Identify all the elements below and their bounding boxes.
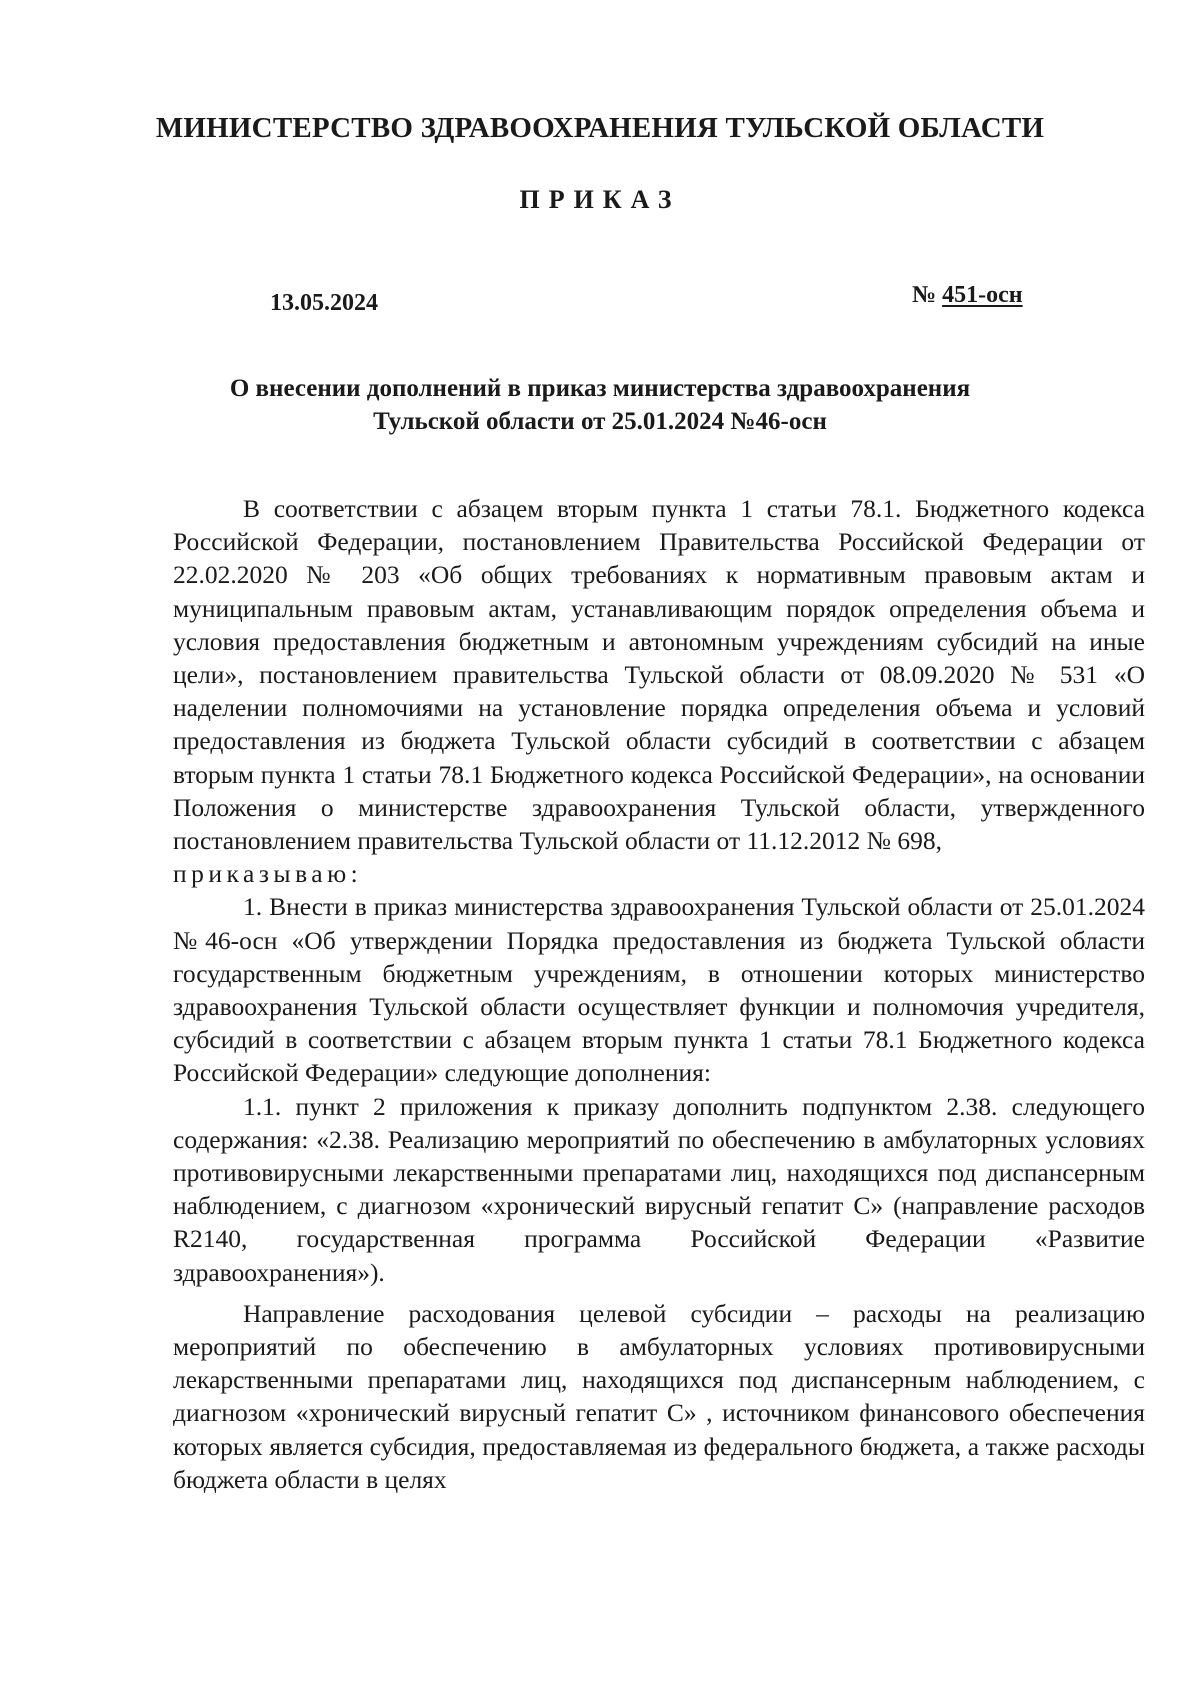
document-type: ПРИКАЗ [519,185,681,214]
order-date: 13.05.2024 [270,290,378,316]
order-title-line-2: Тульской области от 25.01.2024 №46-осн [373,408,827,435]
order-number-prefix: № [912,282,937,308]
order-number [912,282,1023,309]
ministry-name: МИНИСТЕРСТВО ЗДРАВООХРАНЕНИЯ ТУЛЬСКОЙ ОБЛАСТИ [155,112,1045,144]
order-word-paragraph [173,857,1145,890]
item-1-1-paragraph: 1.1. пункт 2 приложения к приказу дополнить подпунктом 2.38. следующего содержания: «2.38. Реализацию мероприятий по обеспечению в амбулаторных условиях противовирусными лекарственными препаратами лиц, находящихся под диспансерным наблюдением, с диагнозом «хронический вирусный гепатит С» (направление расходов R2140, государственная программа Российской Федерации «Развитие здравоохранения»). [173,1091,1145,1287]
order-word: приказываю: [173,859,363,889]
order-title-line-1: О внесении дополнений в приказ министерства здравоохранения [229,375,971,402]
order-number-value: 451-осн [942,282,1023,308]
order-body [173,492,1145,1496]
direction-paragraph: Направление расходования целевой субсидии – расходы на реализацию мероприятий по обеспечению в амбулаторных условиях противовирусными лекарственными препаратами лиц, находящихся под диспансерным наблюдением, с диагнозом «хронический вирусный гепатит С» , источником финансового обеспечения которых является субсидия, предоставляемая из федерального бюджета, а также расходы бюджета области в целях [173,1298,1145,1494]
preamble-paragraph: В соответствии с абзацем вторым пункта 1 статьи 78.1. Бюджетного кодекса Российской Федерации, постановлением Правительства Российской Федерации от 22.02.2020 № 203 «Об общих требованиях к нормативным правовым актам и муниципальным правовым актам, устанавливающим порядок определения объема и условия предоставления бюджетным и автономным учреждениям субсидий на иные цели», постановлением правительства Тульской области от 08.09.2020 № 531 «О наделении полномочиями на установление порядка определения объема и условий предоставления из бюджета Тульской области субсидий в соответствии с абзацем вторым пункта 1 статьи 78.1 Бюджетного кодекса Российской Федерации», на основании Положения о министерстве здравоохранения Тульской области, утвержденного постановлением правительства Тульской области от 11.12.2012 № 698, [173,494,1145,856]
order-title [100,372,1100,438]
item-1-paragraph: 1. Внести в приказ министерства здравоохранения Тульской области от 25.01.2024 №46-осн «Об утверждении Порядка предоставления из бюджета Тульской области государственным бюджетным учреждениям, в отношении которых министерство здравоохранения Тульской области осуществляет функции и полномочия учредителя, субсидий в соответствии с абзацем вторым пункта 1 статьи 78.1 Бюджетного кодекса Российской Федерации» следующие дополнения: [173,892,1145,1088]
